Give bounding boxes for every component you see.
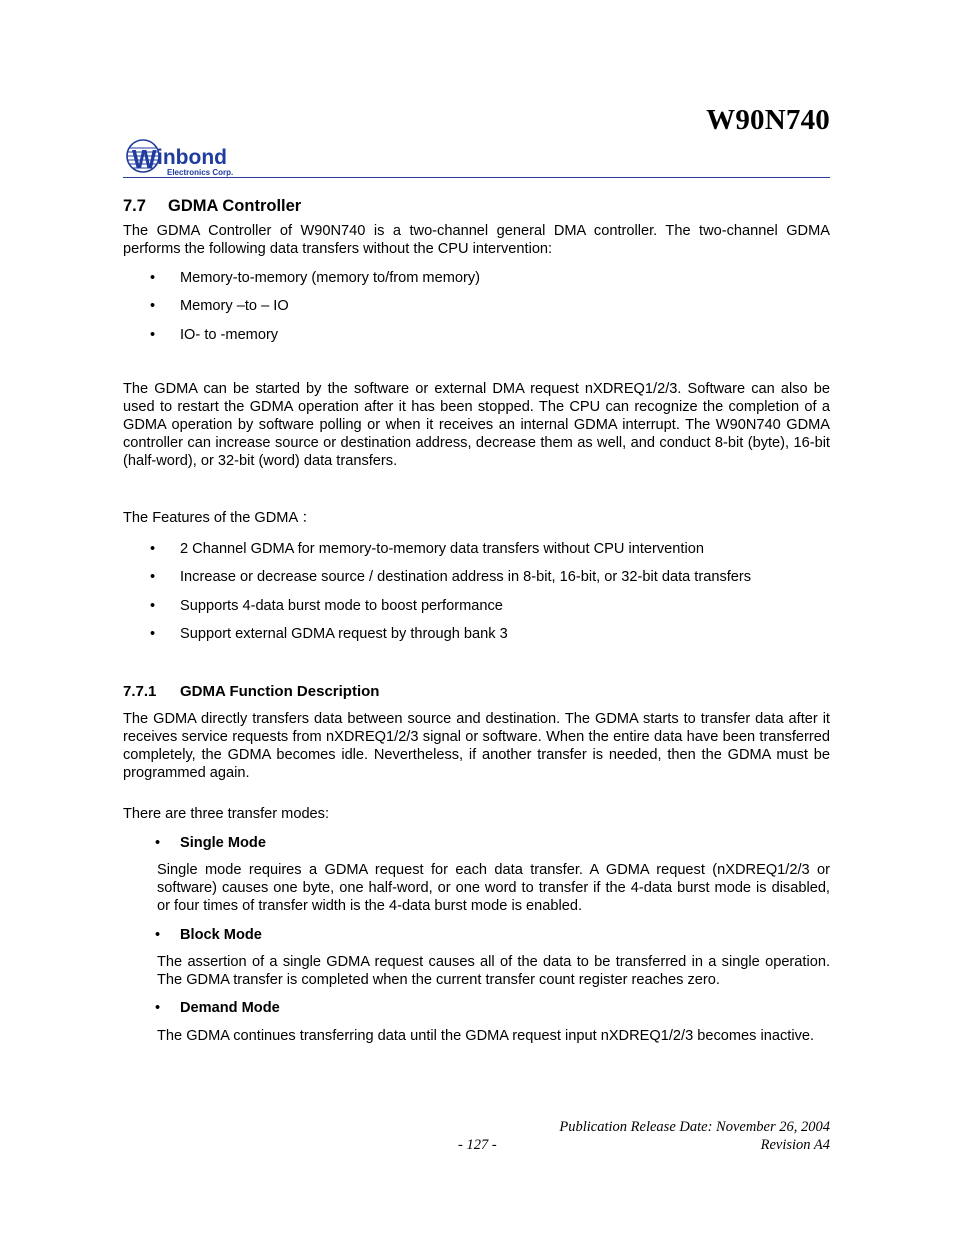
section-number: 7.7: [123, 197, 146, 215]
mode-description: Single mode requires a GDMA request for each data transfer. A GDMA request (nXDREQ1/2/3 or software) causes one byte, one half-word, or one word to transfer if the 4-data burst mode is disabled, or four times of transfer width is the 4-data burst mode is enabled.: [157, 862, 830, 914]
list-item: • 2 Channel GDMA for memory-to-memory data transfers without CPU intervention: [150, 541, 704, 557]
mode-heading: • Block Mode: [155, 927, 262, 943]
mode-description: The GDMA continues transferring data until the GDMA request input nXDREQ1/2/3 becomes inactive.: [157, 1028, 815, 1044]
logo-subtitle: Electronics Corp.: [167, 168, 234, 177]
winbond-logo: [126, 138, 256, 180]
section-title: GDMA Controller: [168, 197, 302, 215]
subsection-title: GDMA Function Description: [180, 683, 380, 700]
list-item: • IO- to -memory: [150, 327, 279, 343]
revision: Revision A4: [760, 1137, 830, 1153]
mode-heading: • Single Mode: [155, 835, 266, 851]
release-date: Publication Release Date: November 26, 2004: [559, 1119, 830, 1135]
list-item: • Supports 4-data burst mode to boost performance: [150, 598, 503, 614]
subsection-heading: [123, 683, 379, 700]
logo-w: W: [132, 144, 157, 174]
modes-intro: There are three transfer modes:: [123, 806, 330, 822]
list-item: • Memory-to-memory (memory to/from memory): [150, 270, 480, 286]
list-item: • Increase or decrease source / destination address in 8-bit, 16-bit, or 32-bit data transfers: [150, 569, 752, 585]
section-description: The GDMA can be started by the software or external DMA request nXDREQ1/2/3. Software can also be used to restart the GDMA operation after it has been stopped. The CPU can recognize the completion of a GDMA operation by software polling or when it receives an internal GDMA interrupt. The W90N740 GDMA controller can increase source or destination address, decrease them as well, and conduct 8-bit (byte), 16-bit (half-word), or 32-bit (word) data transfers.: [123, 381, 830, 469]
section-heading: [123, 197, 301, 216]
list-item: • Support external GDMA request by through bank 3: [150, 626, 508, 642]
section-intro: The GDMA Controller of W90N740 is a two-channel general DMA controller. The two-channel GDMA performs the following data transfers without the CPU intervention:: [123, 223, 830, 257]
page-number: - 127 -: [458, 1137, 497, 1153]
subsection-number: 7.7.1: [123, 683, 157, 700]
mode-heading: • Demand Mode: [155, 1000, 280, 1016]
header-rule: [123, 177, 830, 178]
features-intro: The Features of the GDMA ：: [123, 510, 317, 526]
logo-wordmark: inbond: [157, 146, 227, 169]
list-item: • Memory –to – IO: [150, 298, 289, 314]
mode-description: The assertion of a single GDMA request causes all of the data to be transferred in a single operation. The GDMA transfer is completed when the current transfer count register reaches zero.: [157, 954, 830, 988]
function-description: The GDMA directly transfers data between source and destination. The GDMA starts to transfer data after it receives service requests from nXDREQ1/2/3 signal or software. When the entire data have been transferred completely, the GDMA becomes idle. Nevertheless, if another transfer is needed, then the GDMA must be programmed again.: [123, 711, 830, 781]
document-title: W90N740: [706, 104, 830, 136]
